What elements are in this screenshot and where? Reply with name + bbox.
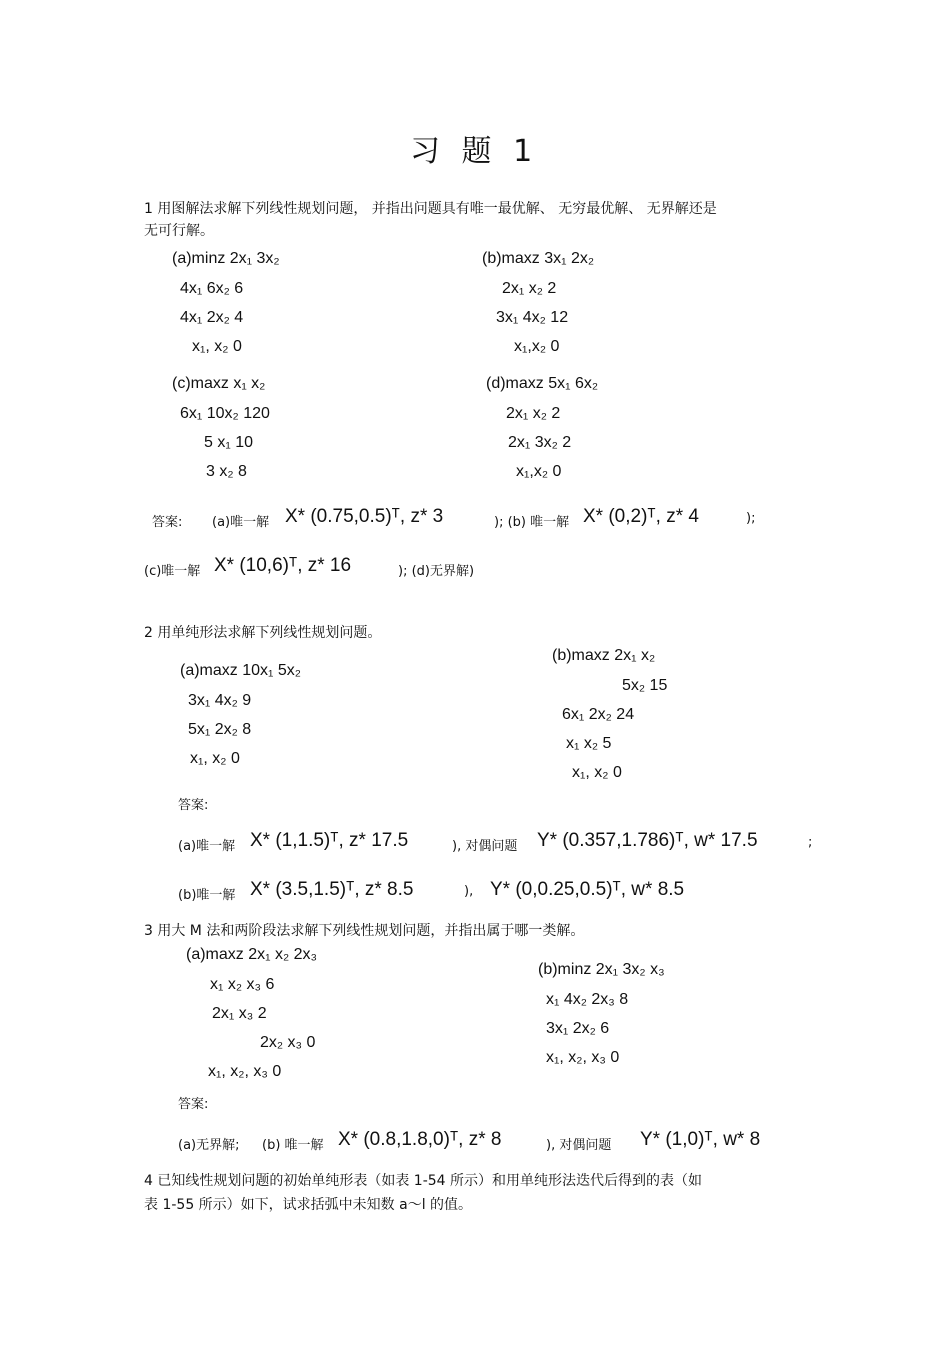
q1-answer-a-label: (a)唯一解	[212, 515, 270, 530]
q2-a-line2: 5x₁ 2x₂ 8	[188, 721, 252, 738]
q2-ans-b-math2: Y* (0,0.25,0.5)ᵀ, w* 8.5	[490, 879, 685, 900]
q4-text-line1: 4 已知线性规划问题的初始单纯形表（如表 1-54 所示）和用单纯形法迭代后得到的表（如	[144, 1173, 703, 1189]
q2-b-line2: 6x₁ 2x₂ 24	[562, 706, 635, 723]
q1-answer-b-math: X* (0,2)ᵀ, z* 4	[583, 506, 699, 527]
q3-ans-b-math2: Y* (1,0)ᵀ, w* 8	[640, 1129, 761, 1150]
q2-ans-a-math2: Y* (0.357,1.786)ᵀ, w* 17.5	[537, 830, 758, 851]
q3-text: 3 用大 M 法和两阶段法求解下列线性规划问题，并指出属于哪一类解。	[144, 923, 585, 939]
q3-a-line4: x₁, x₂, x₃ 0	[208, 1063, 282, 1080]
q2-a-line3: x₁, x₂ 0	[190, 750, 240, 767]
q2-ans-a-label: (a)唯一解	[178, 839, 236, 854]
q3-b-line1: x₁ 4x₂ 2x₃ 8	[546, 991, 629, 1008]
q1-d-line3: x₁,x₂ 0	[516, 463, 562, 480]
q2-ans-a-mid: ), 对偶问题	[452, 839, 518, 854]
q2-text: 2 用单纯形法求解下列线性规划问题。	[144, 625, 382, 641]
q2-ans-a-end: ;	[808, 835, 813, 850]
q1-d-line0: (d)maxz 5x₁ 6x₂	[486, 375, 599, 392]
q3-b-line3: x₁, x₂, x₃ 0	[546, 1049, 620, 1066]
q1-c-line2: 5 x₁ 10	[204, 434, 253, 451]
q2-b-line4: x₁, x₂ 0	[572, 764, 622, 781]
q2-b-line0: (b)maxz 2x₁ x₂	[552, 647, 656, 664]
q1-answer-b-end: );	[746, 511, 756, 526]
q1-b-line0: (b)maxz 3x₁ 2x₂	[482, 250, 595, 267]
q1-answer-c-end: ); (d)无界解)	[398, 564, 475, 579]
q1-c-line1: 6x₁ 10x₂ 120	[180, 405, 270, 422]
q1-a-line1: 4x₁ 6x₂ 6	[180, 280, 244, 297]
q3-b-line2: 3x₁ 2x₂ 6	[546, 1020, 610, 1037]
q1-d-line1: 2x₁ x₂ 2	[506, 405, 561, 422]
q2-b-line1: 5x₂ 15	[622, 677, 668, 694]
q4-text-line2: 表 1-55 所示）如下，试求括弧中未知数 a～l 的值。	[144, 1197, 473, 1213]
q1-text-line2: 无可行解。	[144, 223, 214, 239]
q1-a-line0: (a)minz 2x₁ 3x₂	[172, 250, 280, 267]
q2-ans-a-math: X* (1,1.5)ᵀ, z* 17.5	[250, 830, 409, 851]
q1-a-line3: x₁, x₂ 0	[192, 338, 242, 355]
q2-b-line3: x₁ x₂ 5	[566, 735, 612, 752]
q3-ans-b-label: (b) 唯一解	[262, 1138, 324, 1153]
q2-ans-b-label: (b)唯一解	[178, 888, 236, 903]
q2-ans-b-mid: ),	[464, 884, 474, 899]
q1-answer-c-label: (c)唯一解	[144, 564, 201, 579]
q1-b-line3: x₁,x₂ 0	[514, 338, 560, 355]
q2-a-line0: (a)maxz 10x₁ 5x₂	[180, 662, 301, 679]
q1-b-line2: 3x₁ 4x₂ 12	[496, 309, 569, 326]
q1-b-line1: 2x₁ x₂ 2	[502, 280, 557, 297]
q1-c-line0: (c)maxz x₁ x₂	[172, 375, 266, 392]
q1-a-line2: 4x₁ 2x₂ 4	[180, 309, 244, 326]
q3-a-line2: 2x₁ x₃ 2	[212, 1005, 267, 1022]
q3-a-line3: 2x₂ x₃ 0	[260, 1034, 316, 1051]
page-title: 习 题 1	[410, 134, 539, 169]
q1-d-line2: 2x₁ 3x₂ 2	[508, 434, 572, 451]
q3-a-line0: (a)maxz 2x₁ x₂ 2x₃	[186, 946, 318, 963]
q1-text-line1: 1 用图解法求解下列线性规划问题， 并指出问题具有唯一最优解、 无穷最优解、 无界解还是	[144, 201, 717, 217]
q2-ans-b-math: X* (3.5,1.5)ᵀ, z* 8.5	[250, 879, 414, 900]
q1-c-line3: 3 x₂ 8	[206, 463, 247, 480]
q3-ans-b-math: X* (0.8,1.8,0)ᵀ, z* 8	[338, 1129, 502, 1150]
q3-b-line0: (b)minz 2x₁ 3x₂ x₃	[538, 961, 665, 978]
q1-answer-a-math: X* (0.75,0.5)ᵀ, z* 3	[285, 506, 444, 527]
q3-ans-a: (a)无界解;	[178, 1138, 240, 1153]
q1-answer-label: 答案:	[152, 515, 183, 530]
q3-a-line1: x₁ x₂ x₃ 6	[210, 976, 275, 993]
q3-ans-b-mid: ), 对偶问题	[546, 1138, 612, 1153]
q2-a-line1: 3x₁ 4x₂ 9	[188, 692, 252, 709]
q1-answer-c-math: X* (10,6)ᵀ, z* 16	[214, 555, 352, 576]
q1-answer-b-label: ); (b) 唯一解	[494, 515, 570, 530]
q3-answer-label: 答案:	[178, 1097, 209, 1112]
q2-answer-label: 答案:	[178, 798, 209, 813]
